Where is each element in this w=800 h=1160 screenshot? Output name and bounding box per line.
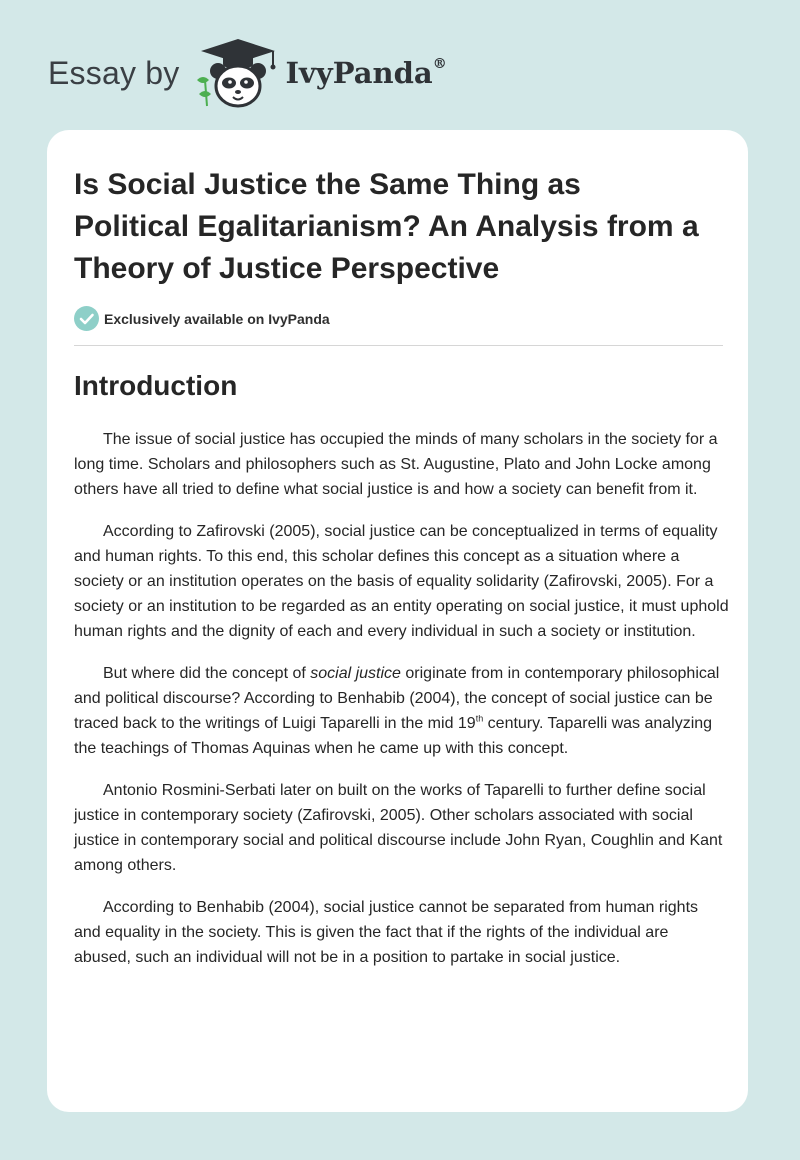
emphasis-text: social justice	[310, 665, 401, 682]
paragraph: The issue of social justice has occupied the minds of many scholars in the society for a long time. Scholars and philosophers such as St. Augustine, Plato and John Locke among others have all tried to define what social justice is and how a society can benefit from it.	[74, 431, 718, 498]
essay-card	[47, 130, 748, 1112]
brand-header	[48, 36, 447, 110]
paragraph: Antonio Rosmini-Serbati later on built on the works of Taparelli to further define social justice in contemporary society (Zafirovski, 2005). Other scholars associated with social justice in contemporary social and political discourse include John Ryan, Coughlin and Kant among others.	[74, 782, 723, 874]
superscript: th	[475, 713, 484, 724]
paragraph: According to Benhabib (2004), social justice cannot be separated from human rights and equality in the society. This is given the fact that if the rights of the individual are abused, such an individual will not be in a position to partake in social justice.	[74, 899, 699, 966]
panda-graduate-logo-icon[interactable]	[193, 36, 283, 110]
essay-title: Is Social Justice the Same Thing as Political Egalitarianism? An Analysis from a Theory of Justice Perspective	[74, 168, 699, 285]
paragraph: But where did the concept of social justice originate from in contemporary philosophical and political discourse? According to Benhabib (2004), the concept of social justice can be traced back to the writings of Luigi Taparelli in the mid 19th century. Taparelli was analyzing the teachings of Thomas Aquinas when he came up with this concept.	[74, 665, 720, 757]
exclusive-badge	[74, 306, 330, 331]
brand-prefix: Essay by	[48, 55, 180, 91]
exclusive-label: Exclusively available on IvyPanda	[104, 310, 330, 327]
brand-name: IvyPanda®	[285, 55, 447, 90]
divider	[74, 345, 723, 346]
essay-body	[74, 427, 729, 987]
check-badge-icon	[74, 306, 99, 331]
paragraph: According to Zafirovski (2005), social justice can be conceptualized in terms of equality and human rights. To this end, this scholar defines this concept as a situation where a society or an institution operates on the basis of equality solidarity (Zafirovski, 2005). For a society or an institution to be regarded as an entity operating on social justice, it must uphold human rights and the dignity of each and every individual in such a society or institution.	[74, 523, 729, 640]
section-heading: Introduction	[74, 370, 238, 401]
